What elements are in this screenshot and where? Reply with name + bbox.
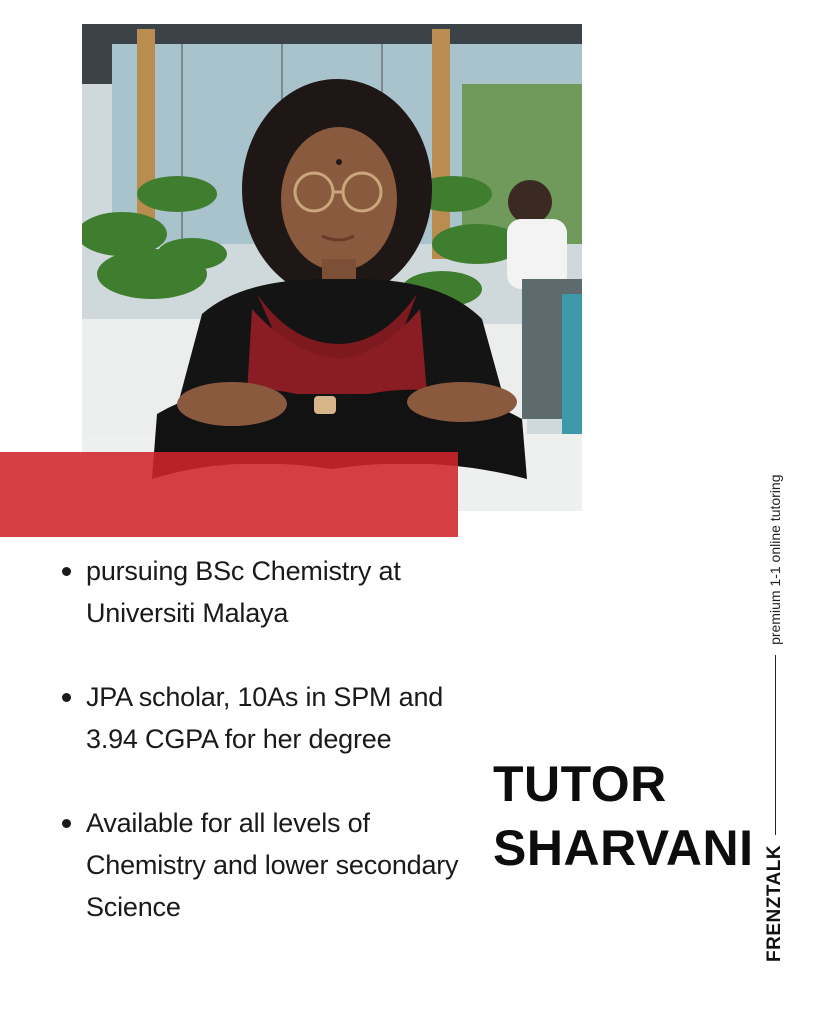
title-line-2: SHARVANI bbox=[493, 820, 754, 876]
tutor-portrait-image bbox=[82, 24, 582, 511]
side-branding bbox=[760, 402, 790, 962]
bullet-icon bbox=[62, 819, 71, 828]
bullet-line: 3.94 CGPA for her degree bbox=[86, 724, 392, 754]
title-line-1: TUTOR bbox=[493, 756, 667, 812]
bullet-line: Chemistry and lower secondary bbox=[86, 850, 459, 880]
page-title bbox=[493, 752, 754, 880]
bullet-line: pursuing BSc Chemistry at bbox=[86, 556, 401, 586]
list-item bbox=[62, 550, 482, 634]
tutor-photo bbox=[82, 24, 582, 511]
bullet-icon bbox=[62, 567, 71, 576]
bullet-line: Available for all levels of bbox=[86, 808, 370, 838]
red-accent-bar bbox=[0, 452, 458, 537]
tutor-highlights-list bbox=[62, 550, 482, 928]
bullet-line: Science bbox=[86, 892, 181, 922]
bullet-icon bbox=[62, 693, 71, 702]
list-item bbox=[62, 802, 482, 928]
brand-name: FRENZTALK bbox=[764, 844, 785, 962]
bullet-line: JPA scholar, 10As in SPM and bbox=[86, 682, 444, 712]
bullet-line: Universiti Malaya bbox=[86, 598, 289, 628]
divider-line bbox=[775, 655, 776, 835]
list-item bbox=[62, 676, 482, 760]
tagline: premium 1-1 online tutoring bbox=[767, 474, 783, 645]
